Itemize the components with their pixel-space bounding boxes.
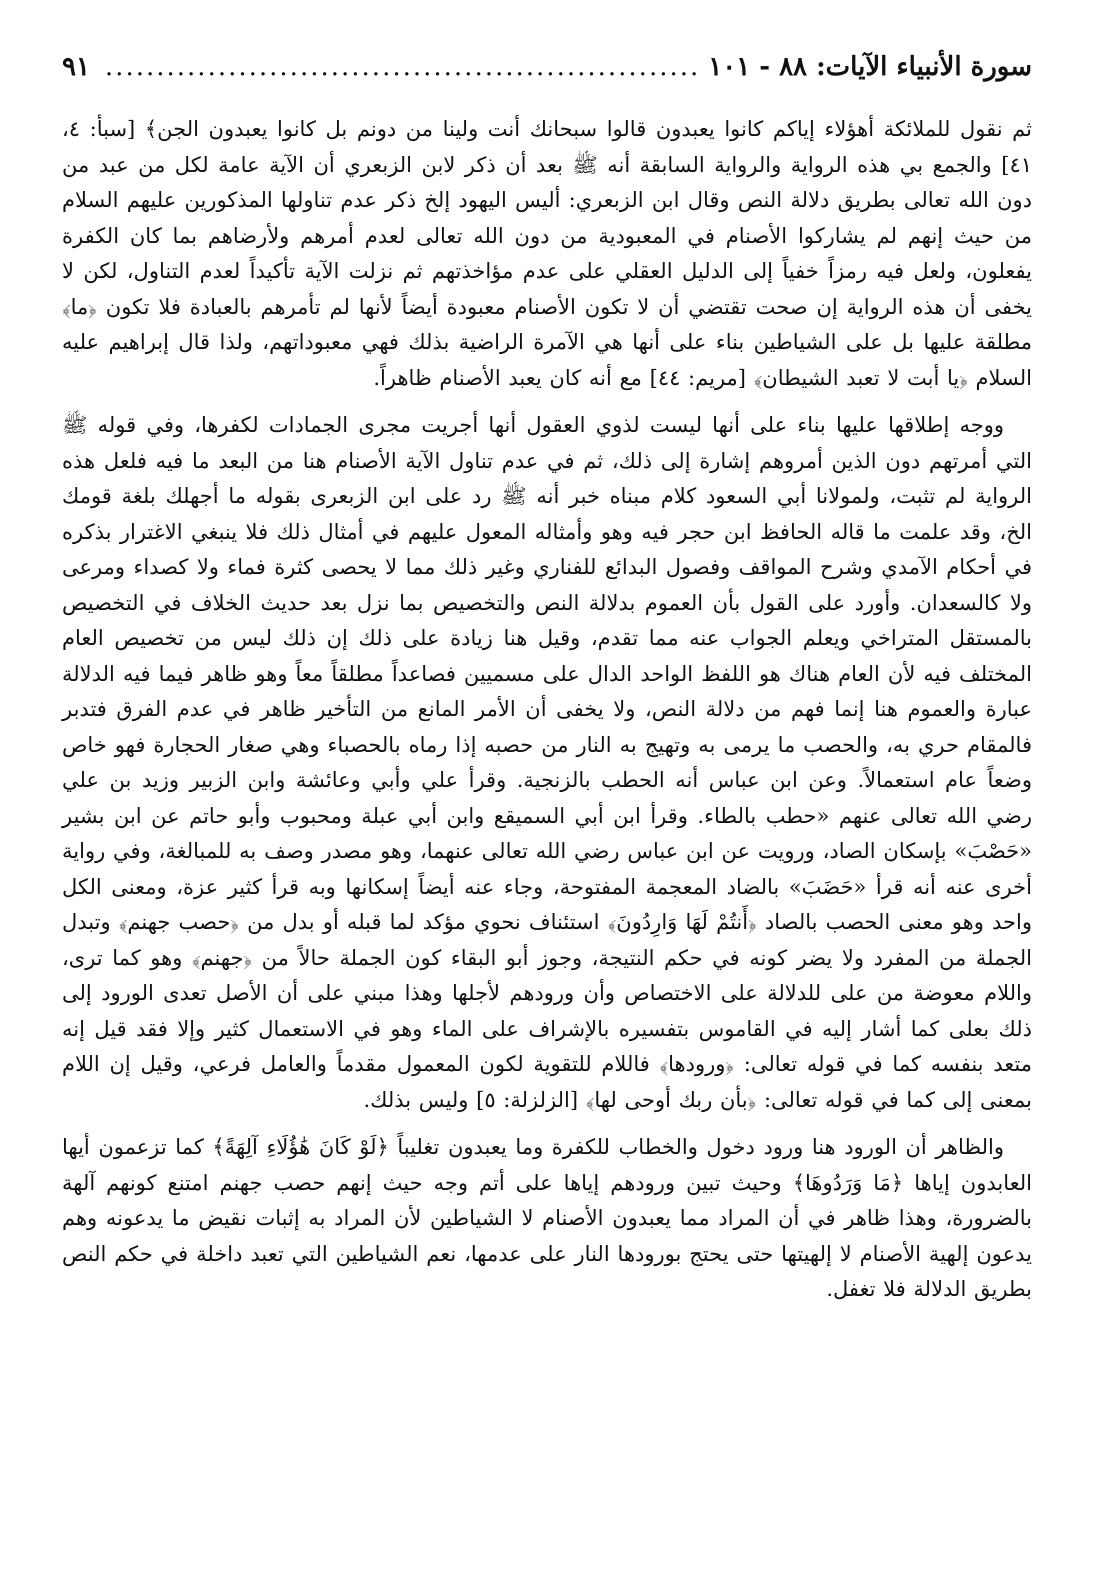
- paragraph-3: والظاهر أن الورود هنا ورود دخول والخطاب للكفرة وما يعبدون تغليباً ﴿لَوْ كَانَ هَٰؤُلَاءِ آلِهَةً﴾ كما تزعمون أيها العابدون إياها ﴿مَا وَرَدُوهَا﴾ وحيث تبين ورودهم إياها على أتم وجه حيث إنهم حصب جهنم امتنع كونهم آلهة بالضرورة، وهذا ظاهر في أن المراد مما يعبدون الأصنام لا الشياطين لأن المراد به إثبات نقيض ما يدعونه وهم يدعون إلهية الأصنام لا إلهيتها حتى يحتج بورودها النار على عدمها، نعم الشياطين التي تعبد داخلة في حكم النص بطريق الدلالة فلا تغفل.: [62, 1135, 1032, 1301]
- leader-dots: ..........................................................: [104, 52, 701, 82]
- paragraph-1: ثم نقول للملائكة أهؤلاء إياكم كانوا يعبدون قالوا سبحانك أنت ولينا من دونم بل كانوا يعبدون الجن﴾ [سبأ: ٤، ٤١] والجمع بي هذه الرواية والرواية السابقة أنه ﷺ بعد أن ذكر لابن الزبعري أن الآية عامة لكل من عبد من دون الله تعالى بطريق دلالة النص وقال ابن الزبعري: أليس اليهود إلخ ذكر عدم تناولها المذكورين عليهم السلام من حيث إنهم لم يشاركوا الأصنام في المعبودية من دون الله تعالى لعدم أمرهم ولأرضاهم بما كان الكفرة يفعلون، ولعل فيه رمزاً خفياً إلى الدليل العقلي على عدم مؤاخذتهم ثم نزلت الآية تأكيداً لعدم التناول، لكن لا يخفى أن هذه الرواية إن صحت تقتضي أن لا تكون الأصنام معبودة أيضاً لأنها لم تأمرهم بالعبادة فلا تكون ﴿ما﴾ مطلقة عليها بل على الشياطين بناء على أنها هي الآمرة الراضية بذلك فهي معبوداتهم، ولذا قال إبراهيم عليه السلام ﴿يا أبت لا تعبد الشيطان﴾ [مريم: ٤٤] مع أنه كان يعبد الأصنام ظاهراً.: [62, 117, 1032, 390]
- document-page: [62, 52, 1032, 1552]
- page-number: ٩١: [62, 52, 90, 82]
- running-header: [62, 52, 1032, 98]
- paragraph-2: ووجه إطلاقها عليها بناء على أنها ليست لذوي العقول أنها أجريت مجرى الجمادات لكفرها، وفي قوله ﷺ التي أمرتهم دون الذين أمروهم إشارة إلى ذلك، ثم في عدم تناول الآية الأصنام هنا من البعد ما فيه فلعل هذه الرواية لم تثبت، ولمولانا أبي السعود كلام مبناه خبر أنه ﷺ رد على ابن الزبعرى بقوله ما أجهلك بلغة قومك الخ، وقد علمت ما قاله الحافظ ابن حجر فيه وهو وأمثاله المعول عليهم في أمثال ذلك فلا ينبغي الاغترار بذكره في أحكام الآمدي وشرح المواقف وفصول البدائع للفناري وغير ذلك مما لا يحصى كثرة فماء ولا كصداء ومرعى ولا كالسعدان. وأورد على القول بأن العموم بدلالة النص والتخصيص بما نزل بعد حديث الخلاف في التخصيص بالمستقل المتراخي ويعلم الجواب عنه مما تقدم، وقيل هنا زيادة على ذلك إن ذلك ليس من تخصيص العام المختلف فيه لأن العام هناك هو اللفظ الواحد الدال على مسميين فصاعداً مطلقاً معاً وهو ظاهر فيما فيه الدلالة عبارة والعموم هنا إنما فهم من دلالة النص، ولا يخفى أن الأمر المانع من التأخير ظاهر في عدم الفرق فتدبر فالمقام حري به، والحصب ما يرمى به وتهيج به النار من حصبه إذا رماه بالحصباء وهي صغار الحجارة فهو خاص وضعاً عام استعمالاً. وعن ابن عباس أنه الحطب بالزنجية. وقرأ علي وأبي وعائشة وابن الزبير وزيد بن علي رضي الله تعالى عنهم «حطب بالطاء. وقرأ ابن أبي السميقع وابن أبي عبلة ومحبوب وأبو حاتم عن ابن بشير «حَصْبَ» بإسكان الصاد، ورويت عن ابن عباس رضي الله تعالى عنهما، وهو مصدر وصف به للمبالغة، وفي رواية أخرى عنه أنه قرأ «حَضَبَ» بالضاد المعجمة المفتوحة، وجاء عنه أيضاً إسكانها وبه قرأ كثير عزة، ومعنى الكل واحد وهو معنى الحصب بالصاد ﴿أَنتُمْ لَهَا وَارِدُونَ﴾ استئناف نحوي مؤكد لما قبله أو بدل من ﴿حصب جهنم﴾ وتبدل الجملة من المفرد ولا يضر كونه في حكم النتيجة، وجوز أبو البقاء كون الجملة حالاً من ﴿جهنم﴾ وهو كما ترى، واللام معوضة من على للدلالة على الاختصاص وأن ورودهم لأجلها وهذا مبني على أن الأصل تعدى الورود إلى ذلك بعلى كما أشار إليه في القاموس بتفسيره بالإشراف على الماء وهو في الاستعمال كثير وإلا فقد قيل إنه متعد بنفسه كما في قوله تعالى: ﴿ورودها﴾ فاللام للتقوية لكون المعمول مقدماً والعامل فرعي، وقيل إن اللام بمعنى إلى كما في قوله تعالى: ﴿بأن ربك أوحى لها﴾ [الزلزلة: ٥] وليس بذلك.: [62, 413, 1033, 1112]
- chapter-title: سورة الأنبياء الآيات: ٨٨ - ١٠١: [708, 52, 1032, 82]
